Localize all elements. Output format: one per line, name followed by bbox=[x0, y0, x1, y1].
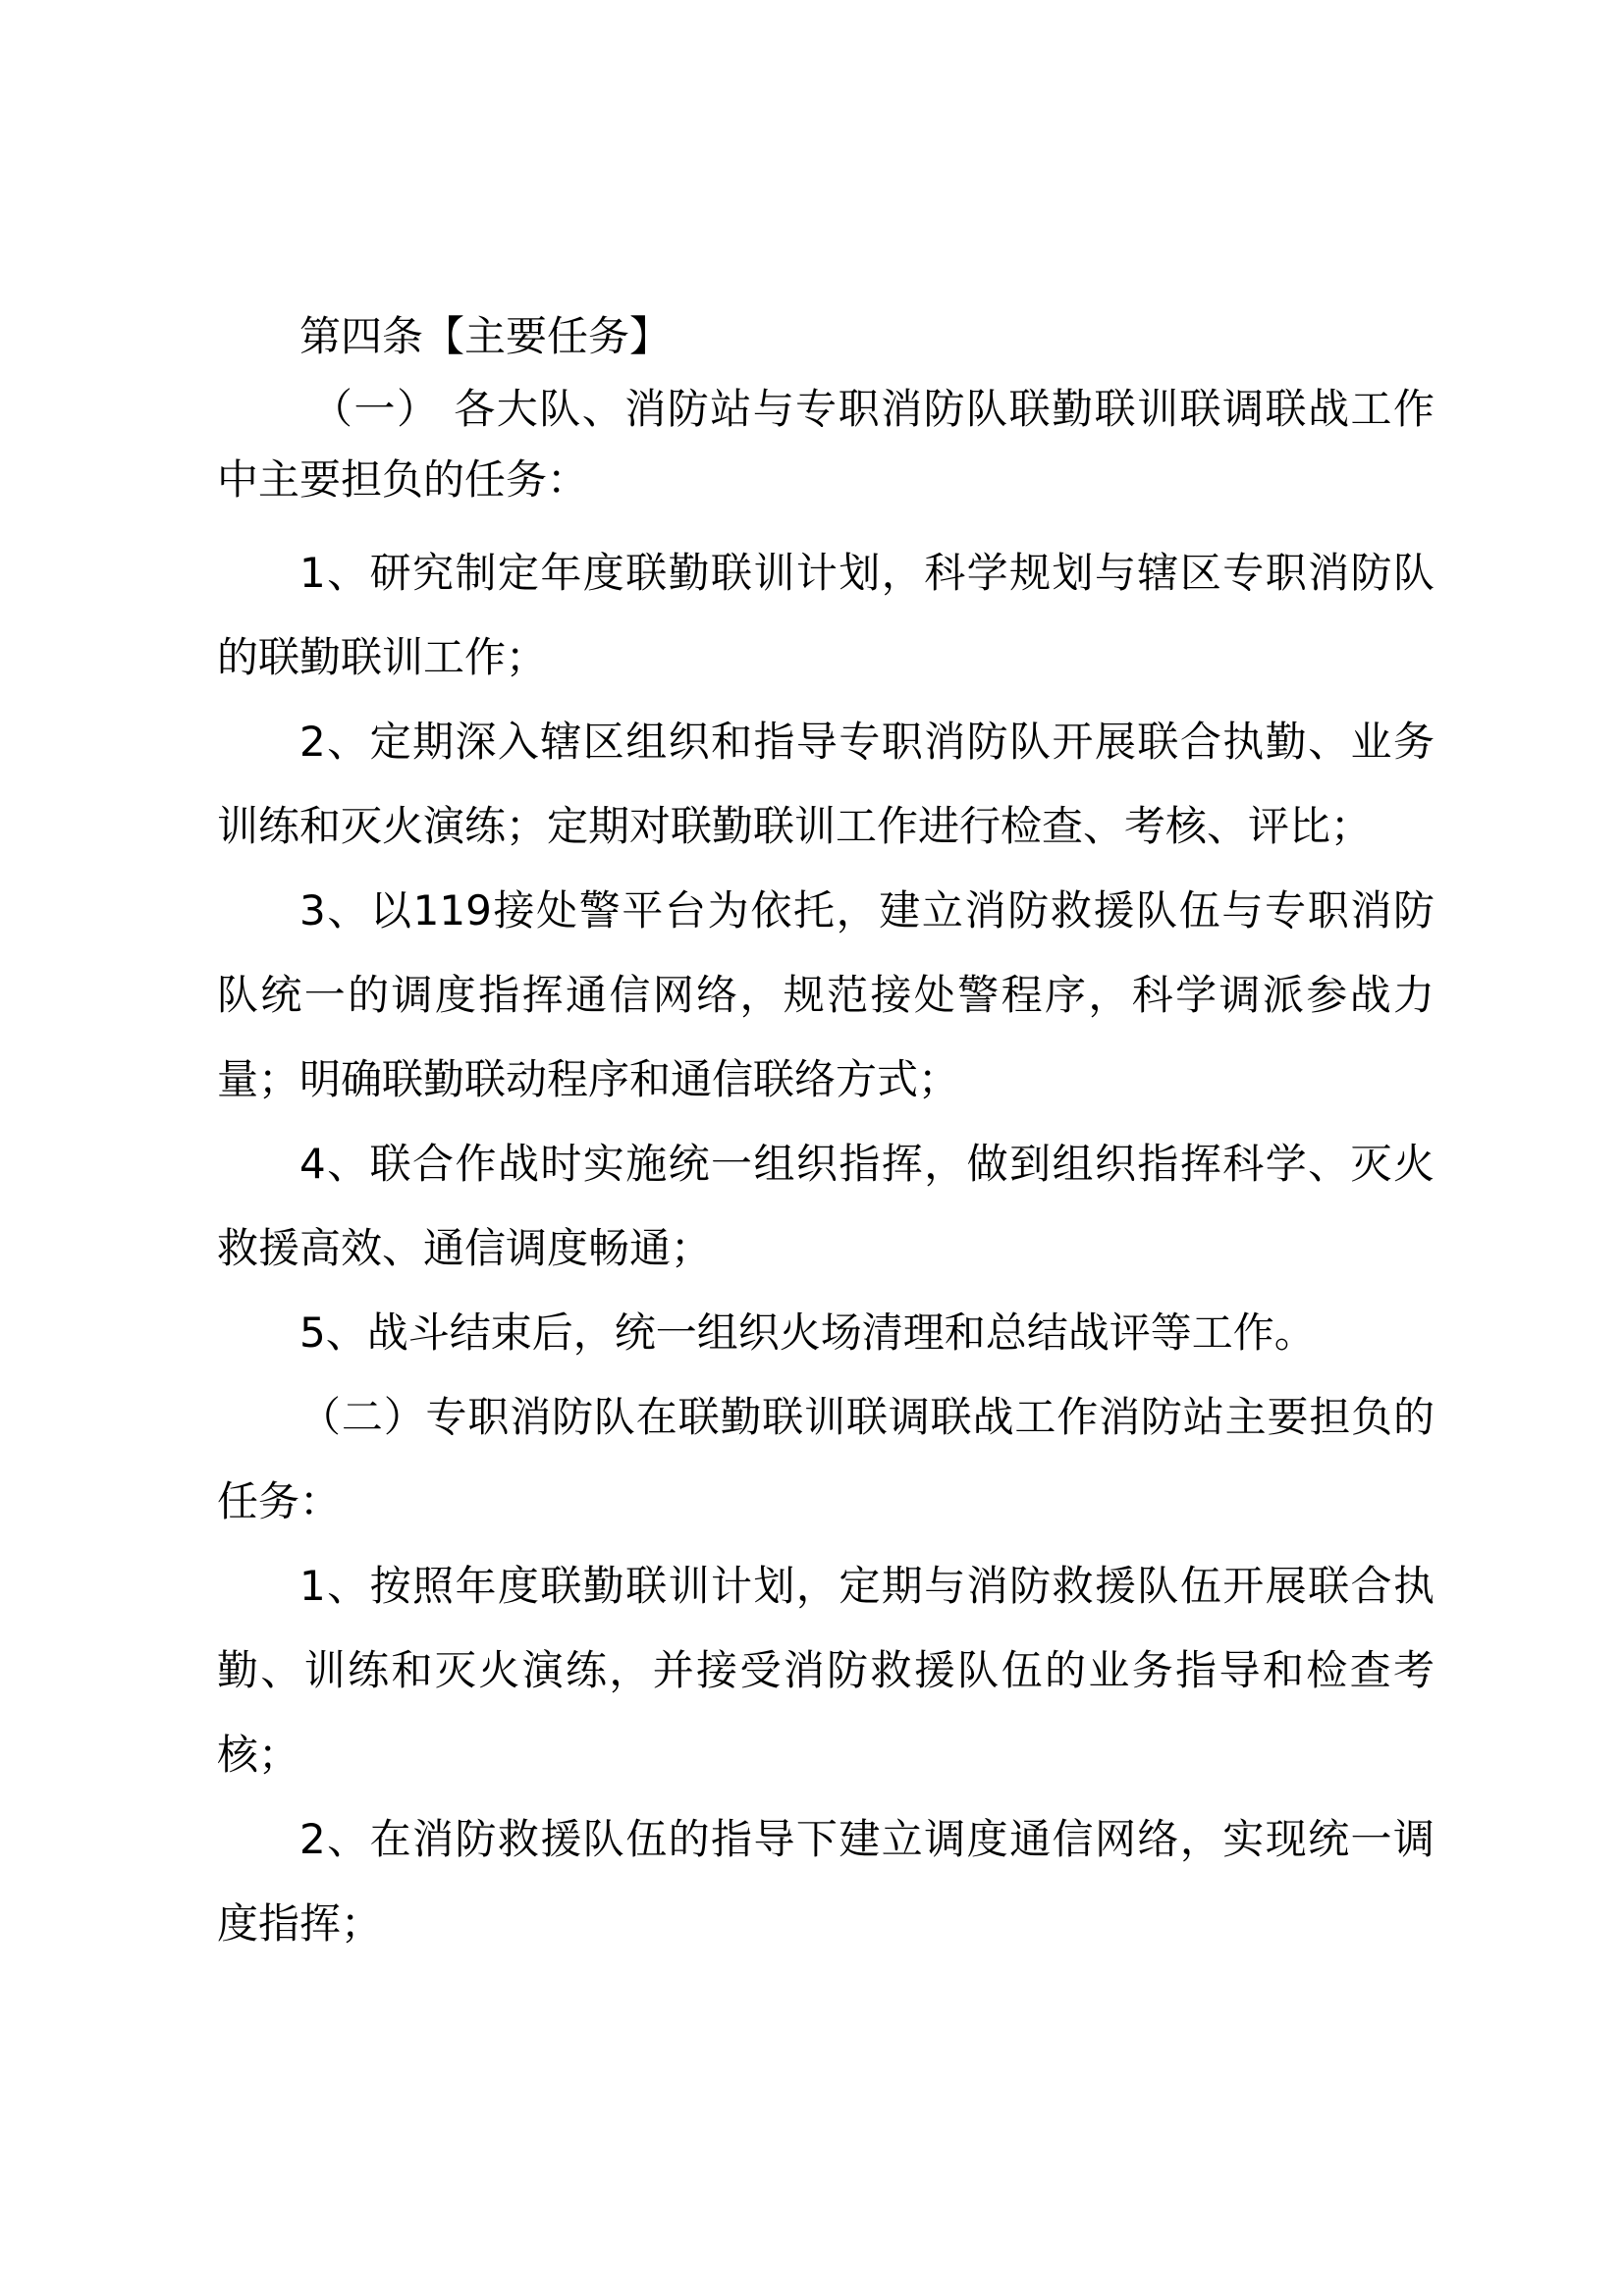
section-1-item-3: 3、以119接处警平台为依托，建立消防救援队伍与专职消防队统一的调度指挥通信网络，规范接处警程序，科学调派参战力量；明确联勤联动程序和通信联络方式； bbox=[217, 886, 1435, 1103]
section-1-item-5: 5、战斗结束后，统一组织火场清理和总结战评等工作。 bbox=[299, 1308, 1316, 1357]
section-1-item-2: 2、定期深入辖区组织和指导专职消防队开展联合执勤、业务训练和灭火演练；定期对联勤联训工作进行检查、考核、评比； bbox=[217, 718, 1435, 850]
article-heading: 第四条【主要任务】 bbox=[299, 312, 672, 360]
section-2-item-2: 2、在消防救援队伍的指导下建立调度通信网络，实现统一调度指挥； bbox=[217, 1815, 1435, 1948]
section-2-item-1: 1、按照年度联勤联训计划，定期与消防救援队伍开展联合执勤、训练和灭火演练，并接受消防救援队伍的业务指导和检查考核； bbox=[217, 1562, 1435, 1779]
section-1-title: （一） 各大队、消防站与专职消防队联勤联训联调联战工作中主要担负的任务： bbox=[217, 385, 1435, 504]
document-body bbox=[217, 299, 1435, 1966]
section-2-title: （二）专职消防队在联勤联训联调联战工作消防站主要担负的任务： bbox=[217, 1393, 1435, 1525]
section-1-item-1: 1、研究制定年度联勤联训计划，科学规划与辖区专职消防队的联勤联训工作； bbox=[217, 549, 1435, 681]
section-1-item-4: 4、联合作战时实施统一组织指挥，做到组织指挥科学、灭火救援高效、通信调度畅通； bbox=[217, 1140, 1435, 1272]
